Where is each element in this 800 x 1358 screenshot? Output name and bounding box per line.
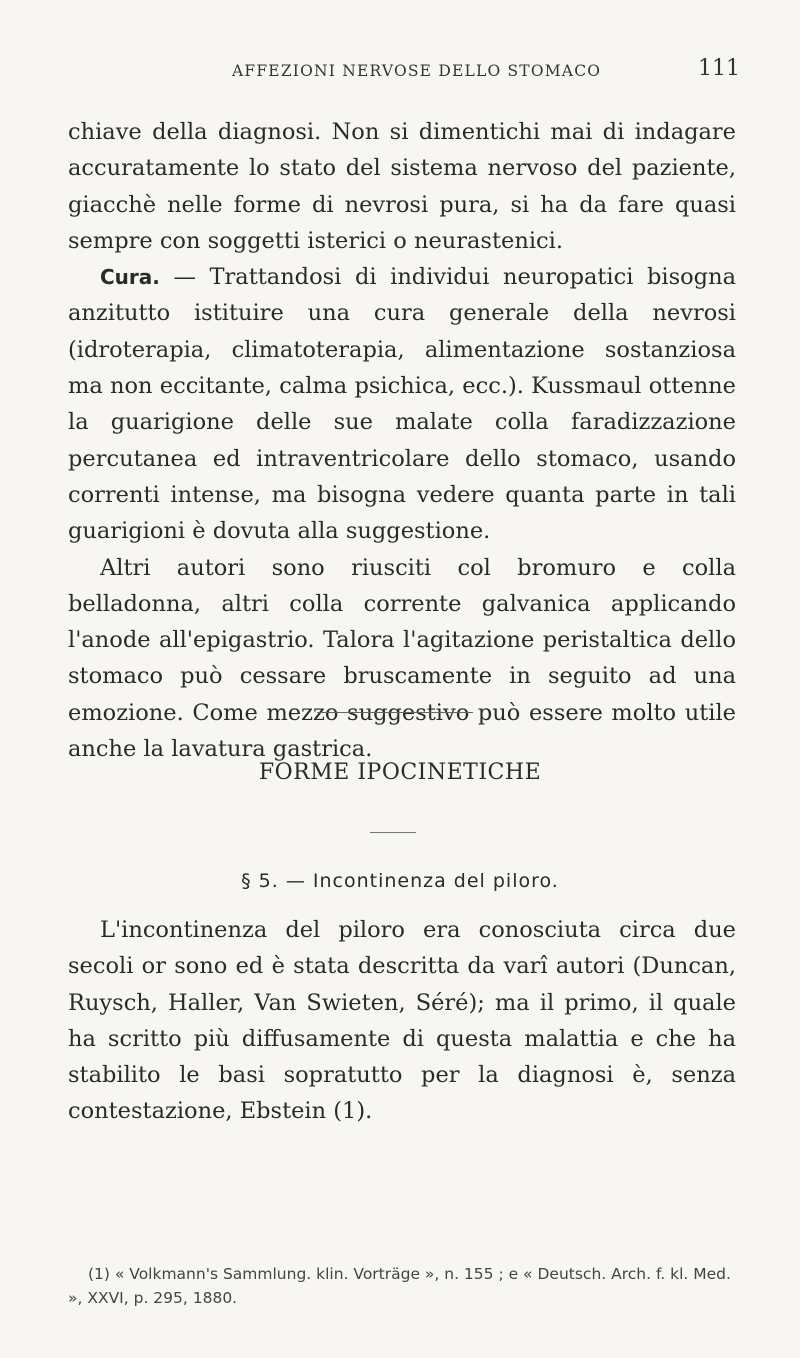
paragraph-cura [68, 259, 736, 549]
paragraph-other-authors: Altri autori sono riusciti col bromuro e colla belladonna, altri colla corrente galvanica applicando l'anode all'epigastrio. Talora l'agitazione peristaltica dello stomaco può cessare bruscamente in seguito ad una emozione. Come mezzo suggestivo può essere molto utile anche la lavatura gastrica. [68, 554, 736, 763]
page-header [0, 56, 800, 86]
section-divider [317, 712, 473, 713]
footnote-text: (1) « Volkmann's Sammlung. klin. Vorträge », n. 155 ; e « Deutsch. Arch. f. kl. Med. », XXVI, p. 295, 1880. [68, 1265, 731, 1307]
running-title: AFFEZIONI NERVOSE DELLO STOMACO [232, 62, 602, 80]
cura-heading: Cura. [100, 265, 160, 290]
paragraph-incontinence: L'incontinenza del piloro era conosciuta circa due secoli or sono ed è stata descritta da varî autori (Duncan, Ruysch, Haller, Van Swieten, Séré); ma il primo, il quale ha scritto più diffusamente di questa malattia e che ha stabilito le basi sopratutto per la diagnosi è, senza contestazione, Ebstein (1). [68, 917, 736, 1125]
body-text [68, 114, 736, 767]
section-title: FORME IPOCINETICHE [258, 760, 542, 785]
body-text-section [68, 912, 736, 1130]
footnote [68, 1262, 736, 1310]
subsection-title: § 5. — Incontinenza del piloro. [241, 870, 559, 892]
short-divider [370, 832, 416, 833]
cura-text: — Trattandosi di individui neuropatici bisogna anzitutto istituire una cura generale della nevrosi (idroterapia, climatoterapia, alimentazione sostanziosa ma non eccitante, calma psichica, ecc.). Kussmaul ottenne la guarigione delle sue malate colla faradizzazione percutanea ed intraventricolare dello stomaco, usando correnti intense, ma bisogna vedere quanta parte in tali guarigioni è dovuta alla suggestione. [68, 264, 736, 545]
paragraph-diagnosis: chiave della diagnosi. Non si dimentichi mai di indagare accuratamente lo stato del sistema nervoso del paziente, giacchè nelle forme di nevrosi pura, si ha da fare quasi sempre con soggetti isterici o neurastenici. [68, 119, 736, 254]
page-number: 111 [698, 56, 740, 81]
